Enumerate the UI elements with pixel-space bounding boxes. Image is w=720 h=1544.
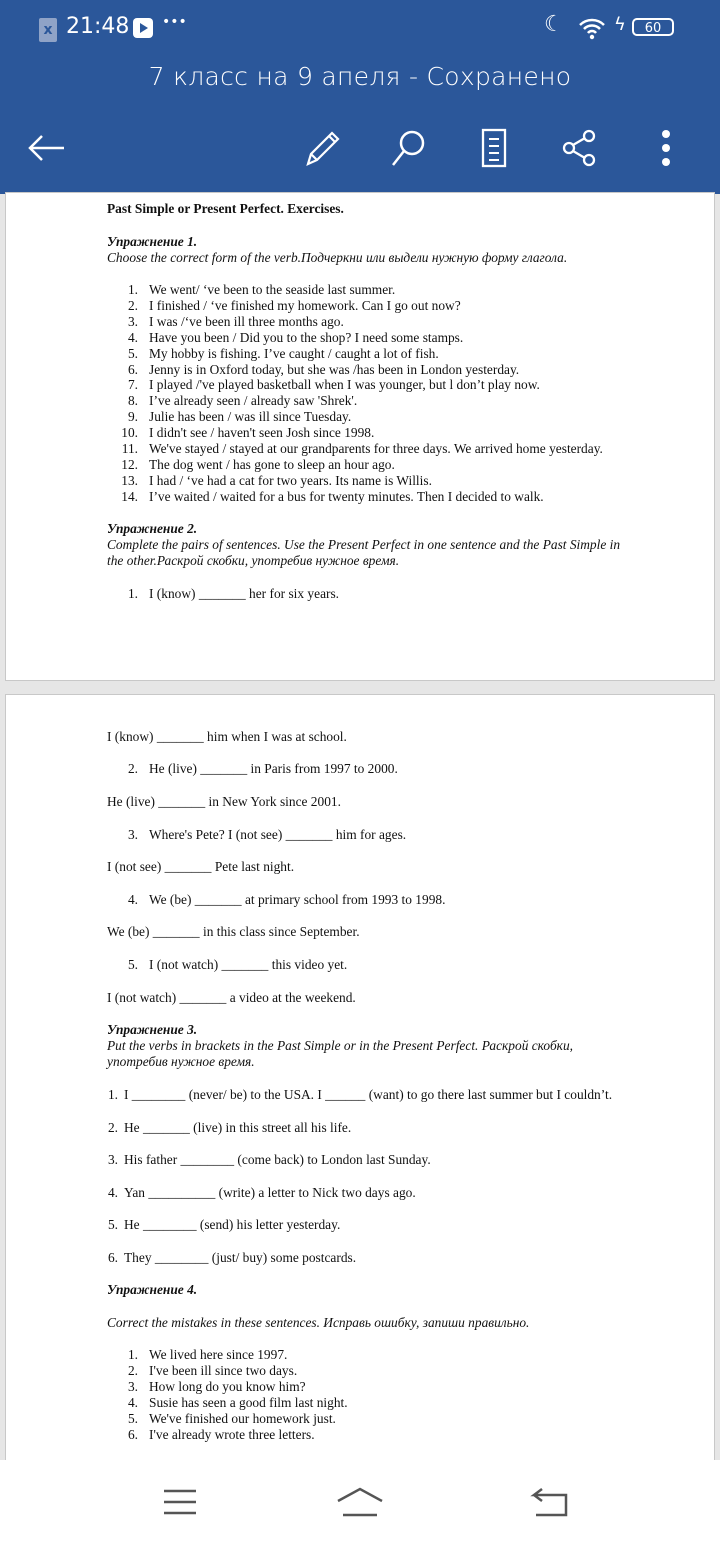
back-icon[interactable] [520, 1480, 580, 1524]
list-number: 6. [107, 1250, 118, 1265]
back-arrow-icon[interactable] [22, 124, 70, 172]
search-icon[interactable] [384, 124, 432, 172]
list-number: 9. [127, 409, 138, 425]
list-number: 3. [107, 1152, 118, 1168]
list-number: 2. [127, 297, 138, 313]
list-number: 4. [107, 1184, 118, 1200]
list-number: 13. [121, 472, 138, 488]
more-notifications: ••• [162, 14, 187, 30]
list-item: He ________ (send) his letter yesterday. [124, 1217, 341, 1233]
list-item: I’ve already seen / already saw 'Shrek'. [149, 393, 358, 409]
app-header [0, 0, 720, 194]
list-item: The dog went / has gone to sleep an hour ago. [149, 456, 395, 472]
list-number: 14. [121, 488, 138, 504]
list-item: Jenny is in Oxford today, but she was /has been in London yesterday. [149, 361, 520, 377]
list-number: 7. [127, 377, 138, 393]
list-number: 10. [121, 425, 138, 441]
exercise-instruction: Complete the pairs of sentences. Use the Present Perfect in one sentence and the Past Simple in [107, 537, 621, 552]
list-number: 6. [127, 1427, 138, 1442]
list-number: 1. [127, 1347, 138, 1362]
list-item: We've finished our homework just. [149, 1411, 336, 1426]
list-item: He (live) _______ in Paris from 1997 to 2000. [149, 761, 398, 776]
list-number: 4. [127, 892, 138, 907]
list-item: Susie has seen a good film last night. [149, 1395, 348, 1410]
list-item: How long do you know him? [149, 1379, 306, 1394]
list-number: 2. [107, 1119, 118, 1135]
list-number: 8. [127, 393, 138, 409]
play-icon [133, 18, 153, 38]
list-item: I had / ‘ve had a cat for two years. Its name is Willis. [149, 472, 432, 488]
wifi-icon [578, 16, 606, 40]
menu-icon[interactable] [150, 1480, 210, 1524]
home-icon[interactable] [330, 1480, 390, 1524]
list-number: 5. [127, 1411, 138, 1426]
list-item: I played /'ve played basketball when I was younger, but l don’t play now. [149, 377, 540, 393]
document-page-2 [5, 694, 715, 1476]
exercise-instruction: Correct the mistakes in these sentences. Исправь ошибку, запиши правильно. [107, 1315, 530, 1330]
list-number: 1. [127, 282, 138, 297]
sentence-line: We (be) _______ in this class since September. [107, 924, 360, 939]
charging-icon: ϟ [614, 14, 626, 35]
exercise-heading: Упражнение 4. [107, 1282, 198, 1297]
sentence-line: I (not see) _______ Pete last night. [107, 859, 295, 874]
list-number: 5. [127, 345, 138, 361]
sentence-line: I (know) _______ him when I was at school. [107, 729, 347, 744]
list-item: We (be) _______ at primary school from 1993 to 1998. [149, 892, 446, 907]
list-item: I've been ill since two days. [149, 1363, 298, 1378]
notification-icon: x [39, 18, 57, 42]
exercise-heading: Упражнение 2. [107, 521, 198, 536]
list-number: 4. [127, 329, 138, 345]
list-item: My hobby is fishing. I’ve caught / caught a lot of fish. [149, 345, 439, 361]
list-number: 1. [107, 1087, 118, 1102]
list-item: Yan __________ (write) a letter to Nick two days ago. [124, 1184, 416, 1200]
list-number: 3. [127, 827, 138, 842]
moon-icon: ☾ [544, 12, 564, 37]
list-number: 5. [107, 1217, 118, 1233]
status-bar [0, 14, 720, 42]
sentence-line: He (live) _______ in New York since 2001. [107, 794, 341, 809]
document-page-1 [5, 192, 715, 681]
list-item: Have you been / Did you to the shop? I need some stamps. [149, 329, 464, 345]
mobile-view-icon[interactable] [470, 124, 518, 172]
list-item: I ________ (never/ be) to the USA. I ______ (want) to go there last summer but I couldn’t. [124, 1087, 613, 1102]
pencil-icon[interactable] [298, 124, 346, 172]
list-item: I’ve waited / waited for a bus for twenty minutes. Then I decided to walk. [149, 488, 544, 504]
exercise-heading: Упражнение 3. [107, 1022, 198, 1037]
list-number: 1. [127, 586, 138, 601]
exercise-instruction: Choose the correct form of the verb.Подчеркни или выдели нужную форму глагола. [107, 250, 568, 265]
list-item: They ________ (just/ buy) some postcards. [124, 1250, 357, 1265]
list-item: I've already wrote three letters. [149, 1427, 315, 1442]
list-number: 11. [121, 441, 138, 456]
list-number: 2. [127, 761, 138, 776]
list-item: I (not watch) _______ this video yet. [149, 957, 348, 972]
list-number: 2. [127, 1363, 138, 1378]
list-item: I finished / ‘ve finished my homework. Can I go out now? [149, 297, 461, 313]
exercise-instruction: the other.Раскрой скобки, употребив нужное время. [107, 553, 400, 568]
list-item: I (know) _______ her for six years. [149, 586, 340, 601]
list-number: 12. [121, 456, 138, 472]
list-number: 4. [127, 1395, 138, 1410]
list-item: We went/ ‘ve been to the seaside last summer. [149, 282, 396, 297]
more-vertical-icon[interactable] [642, 124, 690, 172]
list-number: 3. [127, 1379, 138, 1394]
exercise-heading: Упражнение 1. [107, 234, 198, 249]
list-item: I was /‘ve been ill three months ago. [149, 313, 344, 329]
list-number: 6. [127, 361, 138, 377]
list-number: 3. [127, 313, 138, 329]
exercise-instruction: Put the verbs in brackets in the Past Simple or in the Present Perfect. Раскрой скобки, [107, 1038, 573, 1053]
sentence-line: I (not watch) _______ a video at the weekend. [107, 990, 356, 1005]
list-item: We've stayed / stayed at our grandparents for three days. We arrived home yesterday. [149, 441, 603, 456]
share-icon[interactable] [555, 124, 603, 172]
list-item: Julie has been / was ill since Tuesday. [149, 409, 352, 425]
list-number: 5. [127, 957, 138, 972]
list-item: Where's Pete? I (not see) _______ him for ages. [149, 827, 407, 842]
list-item: We lived here since 1997. [149, 1347, 288, 1362]
list-item: I didn't see / haven't seen Josh since 1998. [149, 425, 375, 441]
doc-title: Past Simple or Present Perfect. Exercises. [107, 201, 344, 216]
system-nav-bar [0, 1460, 720, 1544]
exercise-instruction: употребив нужное время. [107, 1054, 255, 1069]
document-title: 7 класс на 9 апеля - Сохранено [148, 62, 572, 91]
clock: 21:48 [66, 14, 130, 39]
list-item: He _______ (live) in this street all his life. [124, 1119, 352, 1135]
battery-indicator: 60 [632, 18, 674, 36]
list-item: His father ________ (come back) to London last Sunday. [124, 1152, 431, 1168]
